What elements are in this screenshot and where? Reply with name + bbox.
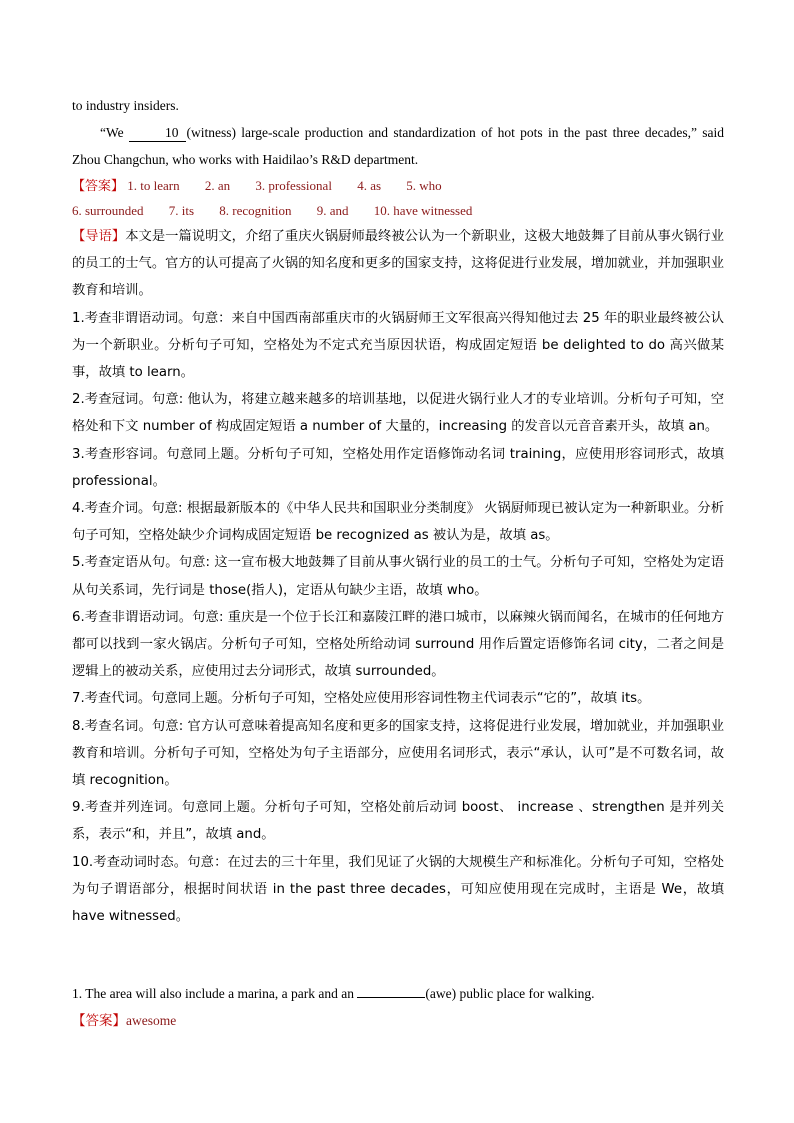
blank-10: 10 — [129, 125, 187, 142]
question-answer — [72, 1007, 724, 1034]
question-blank — [357, 997, 425, 998]
explanation-10: 10.考查动词时态。句意：在过去的三十年里，我们见证了火锅的大规模生产和标准化。分析句子可知，空格处为句子谓语部分，根据时间状语 in the past three decades，可知应使用现在完成时，主语是 We，故填 have witnessed。 — [72, 854, 724, 925]
question-answer-value: awesome — [126, 1013, 177, 1029]
explanation-4: 4.考查介词。句意: 根据最新版本的《中华人民共和国职业分类制度》 火锅厨师现已被认定为一种新职业。分析句子可知，空格处缺少介词构成固定短语 be recognized as 被认为是，故填 as。 — [72, 501, 724, 544]
explanation-8: 8.考查名词。句意: 官方认可意味着提高知名度和更多的国家支持，这将促进行业发展，增加就业，并加强职业教育和培训。分析句子可知，空格处为句子主语部分，应使用名词形式，表示“承认，认可”是不可数名词，故填 recognition。 — [72, 718, 724, 789]
question-prefix: 1. The area will also include a marina, a park and an — [72, 986, 358, 1002]
explanation-7: 7.考查代词。句意同上题。分析句子可知，空格处应使用形容词性物主代词表示“它的”，故填 its。 — [72, 691, 651, 707]
passage-quote — [72, 119, 724, 173]
quote-rest: (witness) large-scale production and standardization of hot pots in the past three decades,” said Zhou Changchun, who works with Haidilao’s R&D department. — [72, 125, 724, 167]
quote-open: “We — [100, 125, 129, 140]
question-suffix: (awe) public place for walking. — [425, 986, 595, 1002]
guide-paragraph — [72, 223, 724, 305]
passage-line-tail: to industry insiders. — [72, 98, 179, 113]
answer-item: 9. and — [316, 203, 349, 218]
answer-item: 1. to learn — [127, 178, 180, 193]
guide-text: 本文是一篇说明文，介绍了重庆火锅厨师最终被公认为一个新职业，这极大地鼓舞了目前从事火锅行业的员工的士气。官方的认可提高了火锅的知名度和更多的国家支持，这将促进行业发展，增加就业，并加强职业教育和培训。 — [72, 229, 725, 299]
question-answer-label: 【答案】 — [72, 1013, 126, 1029]
explanation-6: 6.考查非谓语动词。句意: 重庆是一个位于长江和嘉陵江畔的港口城市，以麻辣火锅而闻名，在城市的任何地方都可以找到一家火锅店。分析句子可知，空格处所给动词 surround 用作后置定语修饰名词 city，二者之间是逻辑上的被动关系，应使用过去分词形式，故填 surrounded。 — [72, 609, 724, 680]
answer-item: 7. its — [168, 203, 195, 218]
answer-item: 5. who — [406, 178, 442, 193]
answer-item: 6. surrounded — [72, 203, 144, 218]
guide-label: 【导语】 — [72, 229, 126, 244]
answer-row-2 — [72, 198, 724, 223]
document-page — [72, 92, 724, 1034]
answer-row-1 — [72, 173, 724, 198]
answer-item: 10. have witnessed — [373, 203, 473, 218]
question-line — [72, 980, 724, 1007]
explanation-1: 1.考查非谓语动词。句意：来自中国西南部重庆市的火锅厨师王文军很高兴得知他过去 25 年的职业最终被公认为一个新职业。分析句子可知，空格处为不定式充当原因状语，构成固定短语 be delighted to do 高兴做某事，故填 to learn。 — [72, 310, 724, 381]
answer-label: 【答案】 — [72, 178, 125, 193]
explanation-2: 2.考查冠词。句意: 他认为，将建立越来越多的培训基地，以促进火锅行业人才的专业培训。分析句子可知，空格处和下文 number of 构成固定短语 a number of 大量的，increasing 的发音以元音音素开头，故填 an。 — [72, 392, 724, 435]
answer-item: 2. an — [204, 178, 231, 193]
answer-item: 4. as — [357, 178, 382, 193]
explanation-9: 9.考查并列连词。句意同上题。分析句子可知，空格处前后动词 boost、 increase 、strengthen 是并列关系，表示“和，并且”，故填 and。 — [72, 800, 724, 843]
answer-item: 8. recognition — [219, 203, 292, 218]
explanation-5: 5.考查定语从句。句意: 这一宣布极大地鼓舞了目前从事火锅行业的员工的士气。分析句子可知，空格处为定语从句关系词，先行词是 those(指人)，定语从句缺少主语，故填 who。 — [72, 555, 724, 598]
section-gap — [72, 930, 724, 980]
explanation-3: 3.考查形容词。句意同上题。分析句子可知，空格处用作定语修饰动名词 training，应使用形容词形式，故填 professional。 — [72, 446, 724, 489]
answer-item: 3. professional — [255, 178, 332, 193]
